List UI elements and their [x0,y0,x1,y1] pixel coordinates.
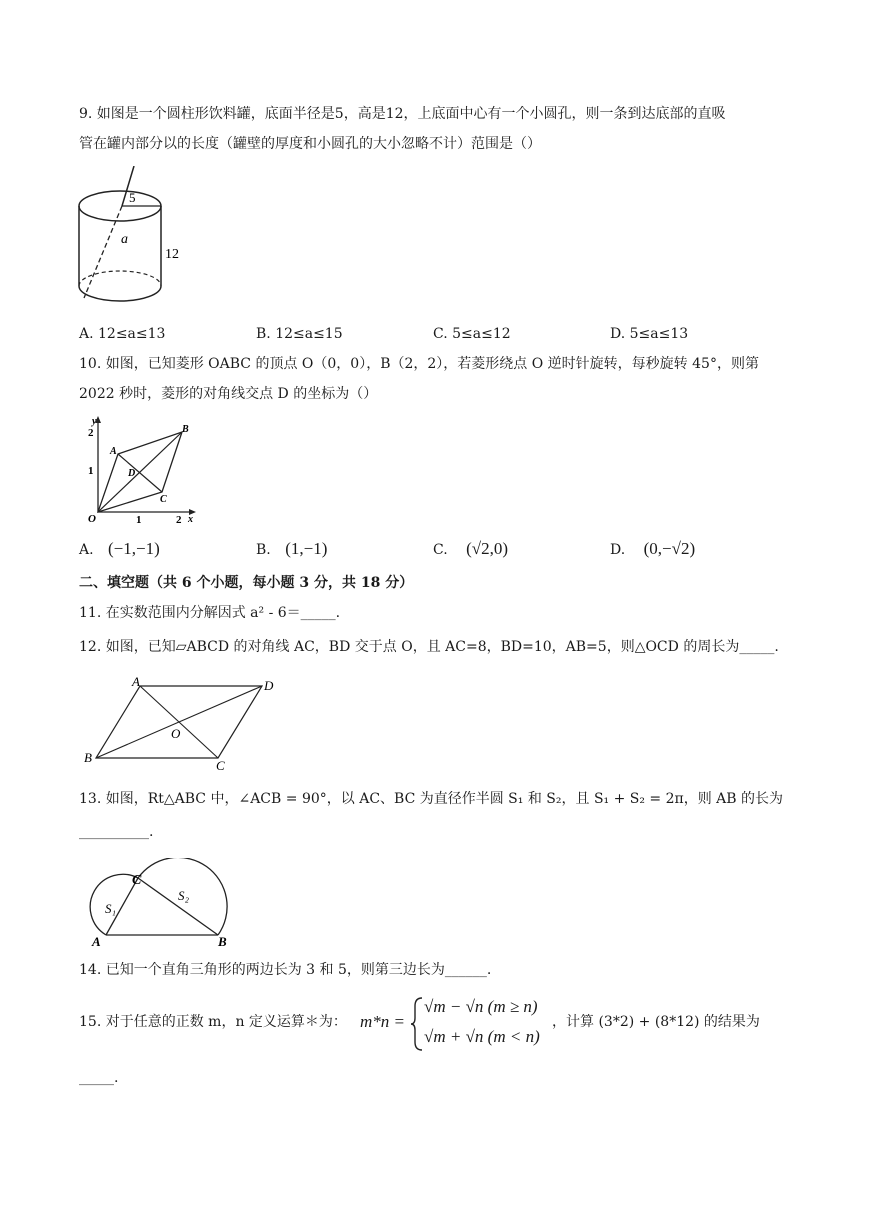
q10-label-o: O [88,513,96,525]
q9-option-d: D. 5≤a≤13 [610,326,689,342]
q12-label-c: C [216,758,225,773]
q15-blank: _____. [79,1070,119,1086]
q9-option-a: A. 12≤a≤13 [79,326,166,342]
q9-label-radius: 5 [129,190,136,205]
q10-option-c-label: C. [433,542,448,558]
q10-text-line1: 10. 如图，已知菱形 OABC 的顶点 O（0，0），B（2，2），若菱形绕点 O 逆时针旋转，每秒旋转 45°，则第 [79,356,759,372]
q12-parallelogram-figure [84,674,284,774]
q10-option-a-label: A. [79,542,94,558]
q15-lhs: m*n = [360,1012,405,1031]
q10-tick-x2: 2 [176,514,182,526]
q13-label-s2: S₂ [178,888,190,903]
q12-label-o: O [171,726,181,741]
q15-suffix: ，计算 (3*2) + (8*12) 的结果为 [552,1014,760,1030]
q10-tick-y2: 2 [88,427,94,439]
q10-option-c [433,539,508,560]
q10-option-b-label: B. [256,542,271,558]
q15-prefix: 15. 对于任意的正数 m，n 定义运算＊为： [79,1014,347,1030]
q10-tick-x1: 1 [136,514,142,526]
q10-option-d [610,539,695,560]
q10-label-a: A [110,446,117,457]
q10-option-d-label: D. [610,542,626,558]
q13-label-c: C [132,873,142,888]
q10-option-a-value: (−1,−1) [108,539,160,558]
q13-blank: __________. [79,824,154,840]
q10-label-y: y [92,416,97,427]
q9-option-b: B. 12≤a≤15 [256,326,343,342]
q9-cylinder-figure [76,166,186,306]
q10-option-c-value: (√2,0) [466,539,509,558]
q10-option-d-value: (0,−√2) [643,539,696,558]
q10-text-line2: 2022 秒时，菱形的对角线交点 D 的坐标为（） [79,386,378,402]
q12-label-d: D [264,678,274,693]
q10-label-x: x [188,514,193,525]
q12-text: 12. 如图，已知▱ABCD 的对角线 AC，BD 交于点 O，且 AC=8，BD=10，AB=5，则△OCD 的周长为_____. [79,639,779,655]
q14-text: 14. 已知一个直角三角形的两边长为 3 和 5，则第三边长为______. [79,962,492,978]
q10-option-a [79,539,160,560]
q10-option-b-value: (1,−1) [285,539,328,558]
q9-text-line2: 管在罐内部分以的长度（罐壁的厚度和小圆孔的大小忽略不计）范围是（） [79,136,541,152]
q12-label-b: B [84,750,92,765]
q15-brace-icon [410,996,424,1052]
q13-label-s1: S₁ [105,901,117,916]
q13-label-a: A [92,934,101,949]
q13-semicircles-figure [88,858,248,950]
q11-text: 11. 在实数范围内分解因式 a² - 6＝_____. [79,605,341,621]
q10-label-b: B [182,424,189,435]
q10-rhombus-figure [80,412,200,526]
q10-option-b [256,539,327,560]
section2-heading: 二、填空题（共 6 个小题，每小题 3 分，共 18 分） [79,575,414,591]
q9-text-line1: 9. 如图是一个圆柱形饮料罐，底面半径是5，高是12，上底面中心有一个小圆孔，则一条到达底部的直吸 [79,106,726,122]
q15-case1: √m − √n (m ≥ n) [424,997,538,1016]
q15-case2: √m + √n (m < n) [424,1027,540,1046]
q9-label-a: a [121,232,128,247]
q13-label-b: B [218,934,227,949]
q10-tick-y1: 1 [88,465,94,477]
q9-option-c: C. 5≤a≤12 [433,326,511,342]
q10-label-c: C [160,494,167,505]
q12-label-a: A [132,674,140,689]
q9-label-height: 12 [165,247,179,262]
q10-label-d: D [128,468,136,479]
q13-text: 13. 如图，Rt△ABC 中，∠ACB = 90°，以 AC、BC 为直径作半圆 S₁ 和 S₂，且 S₁ + S₂ = 2π，则 AB 的长为 [79,791,784,807]
